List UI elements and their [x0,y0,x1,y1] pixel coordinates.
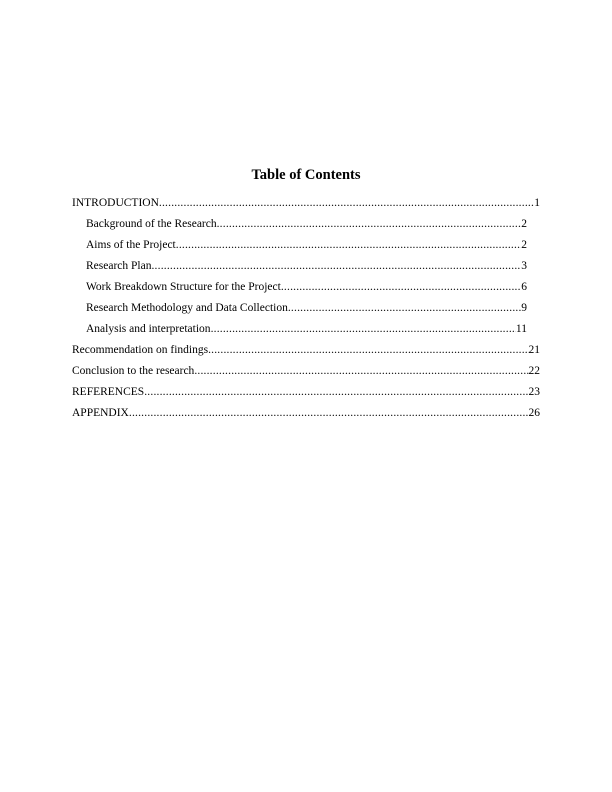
dot-leader [194,364,528,378]
toc-entry-page-number: 9 [521,302,527,314]
toc-entry-aims[interactable] [86,238,527,252]
dot-leader [151,259,521,273]
toc-entry-page-number: 6 [521,281,527,293]
dot-leader [288,301,521,315]
toc-entry-conclusion[interactable] [72,364,540,378]
toc-entry-page-number: 11 [515,323,527,335]
toc-entry-label: INTRODUCTION [72,197,159,209]
toc-entry-label: REFERENCES [72,386,145,398]
dot-leader [176,238,522,252]
toc-entry-page-number: 26 [528,407,540,419]
toc-entry-page-number: 21 [528,344,540,356]
toc-entry-label: Conclusion to the research [72,365,195,377]
toc-entry-label: Research Plan [86,260,152,272]
toc-entry-label: Analysis and interpretation [86,323,211,335]
toc-entry-appendix[interactable] [72,406,540,420]
toc-entry-background[interactable] [86,217,527,231]
dot-leader [144,385,528,399]
toc-entry-label: Aims of the Project [86,239,176,251]
toc-entry-page-number: 22 [528,365,540,377]
toc-entry-recommendation[interactable] [72,343,540,357]
toc-entry-references[interactable] [72,385,540,399]
dot-leader [208,343,528,357]
toc-entry-page-number: 3 [521,260,527,272]
dot-leader [129,406,529,420]
toc-title: Table of Contents [251,167,361,183]
toc-entry-page-number: 2 [521,218,527,230]
toc-entry-label: Research Methodology and Data Collection [86,302,288,314]
toc-entry-research-plan[interactable] [86,259,527,273]
toc-entry-label: Background of the Research [86,218,217,230]
dot-leader [159,196,534,210]
toc-entry-label: APPENDIX [72,407,129,419]
toc-entry-page-number: 1 [534,197,540,209]
toc-entry-work-breakdown[interactable] [86,280,527,294]
toc-entry-page-number: 23 [528,386,540,398]
toc-entry-label: Work Breakdown Structure for the Project [86,281,281,293]
toc-entry-analysis[interactable] [86,322,527,336]
toc-entry-label: Recommendation on findings [72,344,209,356]
toc-entry-introduction[interactable] [72,196,540,210]
toc-entry-page-number: 2 [521,239,527,251]
dot-leader [211,322,516,336]
dot-leader [281,280,521,294]
toc-entry-methodology[interactable] [86,301,527,315]
dot-leader [217,217,522,231]
